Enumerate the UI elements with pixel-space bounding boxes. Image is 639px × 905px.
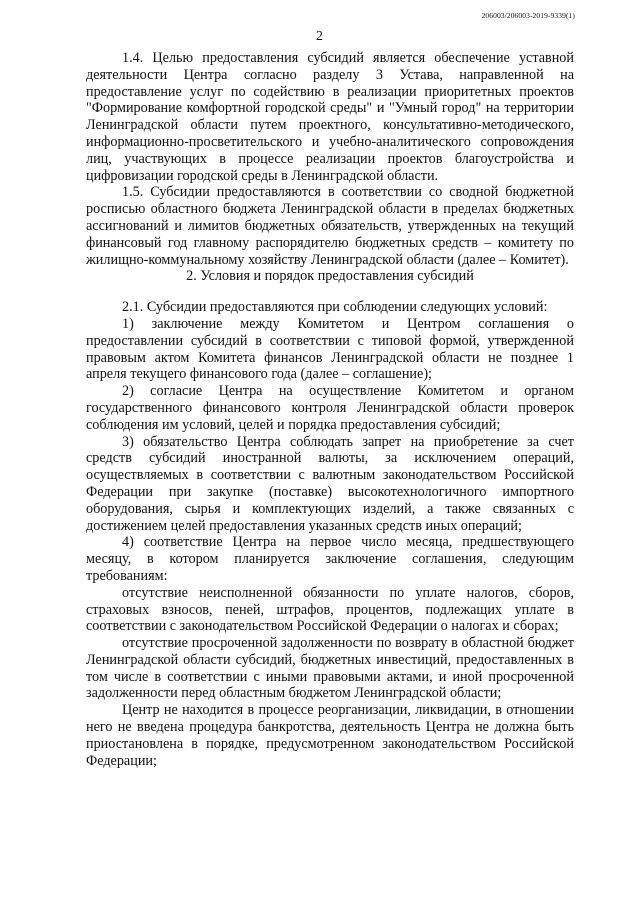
condition-4: 4) соответствие Центра на первое число месяца, предшествующего месяцу, в котором планируется заключение соглашения, следующим требованиям: — [86, 534, 574, 584]
document-body — [86, 50, 574, 769]
paragraph-1-5: 1.5. Субсидии предоставляются в соответствии со сводной бюджетной росписью областного бюджета Ленинградской области в пределах бюджетных ассигнований и лимитов бюджетных обязательств, утвержденных на текущий финансовый год главному распорядителю бюджетных средств – комитету по жилищно-коммунальному хозяйству Ленинградской области (далее – Комитет). — [86, 184, 574, 268]
paragraph-2-1: 2.1. Субсидии предоставляются при соблюдении следующих условий: — [122, 299, 548, 316]
condition-2: 2) согласие Центра на осуществление Комитетом и органом государственного финансового контроля Ленинградской области проверок соблюдения им условий, целей и порядка предоставления субсидий; — [86, 383, 574, 433]
section-heading: 2. Условия и порядок предоставления субсидий — [186, 268, 474, 285]
requirement-reorganization: Центр не находится в процессе реорганизации, ликвидации, в отношении него не введена процедура банкротства, деятельность Центра не должна быть приостановлена в порядке, предусмотренном законодательством Российской Федерации; — [86, 702, 574, 769]
paragraph-1-4: 1.4. Целью предоставления субсидий является обеспечение уставной деятельности Центра согласно разделу 3 Устава, направленной на предоставление услуг по содействию в реализации приоритетных проектов "Формирование комфортной городской среды" и "Умный город" на территории Ленинградской области путем проектного, консультативно-методического, информационно-просветительского и учебно-аналитического сопровождения лиц, участвующих в процессе реализации проектов благоустройства и цифровизации городской среды в Ленинградской области. — [86, 50, 574, 184]
condition-3: 3) обязательство Центра соблюдать запрет на приобретение за счет средств субсидий иностранной валюты, за исключением операций, осуществляемых в соответствии с валютным законодательством Российской Федерации при закупке (поставке) высокотехнологичного импортного оборудования, сырья и комплектующих изделий, а также связанных с достижением целей предоставления указанных средств иных операций; — [86, 433, 574, 534]
document-id: 206003/206003-2019-9339(1) — [481, 11, 575, 20]
requirement-debt: отсутствие просроченной задолженности по возврату в областной бюджет Ленинградской области субсидий, бюджетных инвестиций, предоставленных в том числе в соответствии с иными правовыми актами, и иной просроченной задолженности перед областным бюджетом Ленинградской области; — [86, 635, 574, 702]
requirement-taxes: отсутствие неисполненной обязанности по уплате налогов, сборов, страховых взносов, пеней, штрафов, процентов, подлежащих уплате в соответствии с законодательством Российской Федерации о налогах и сборах; — [86, 584, 574, 635]
page-number: 2 — [316, 29, 323, 44]
condition-1: 1) заключение между Комитетом и Центром соглашения о предоставлении субсидий в соответствии с типовой формой, утвержденной правовым актом Комитета финансов Ленинградской области не позднее 1 апреля текущего финансового года (далее – соглашение); — [86, 315, 574, 383]
